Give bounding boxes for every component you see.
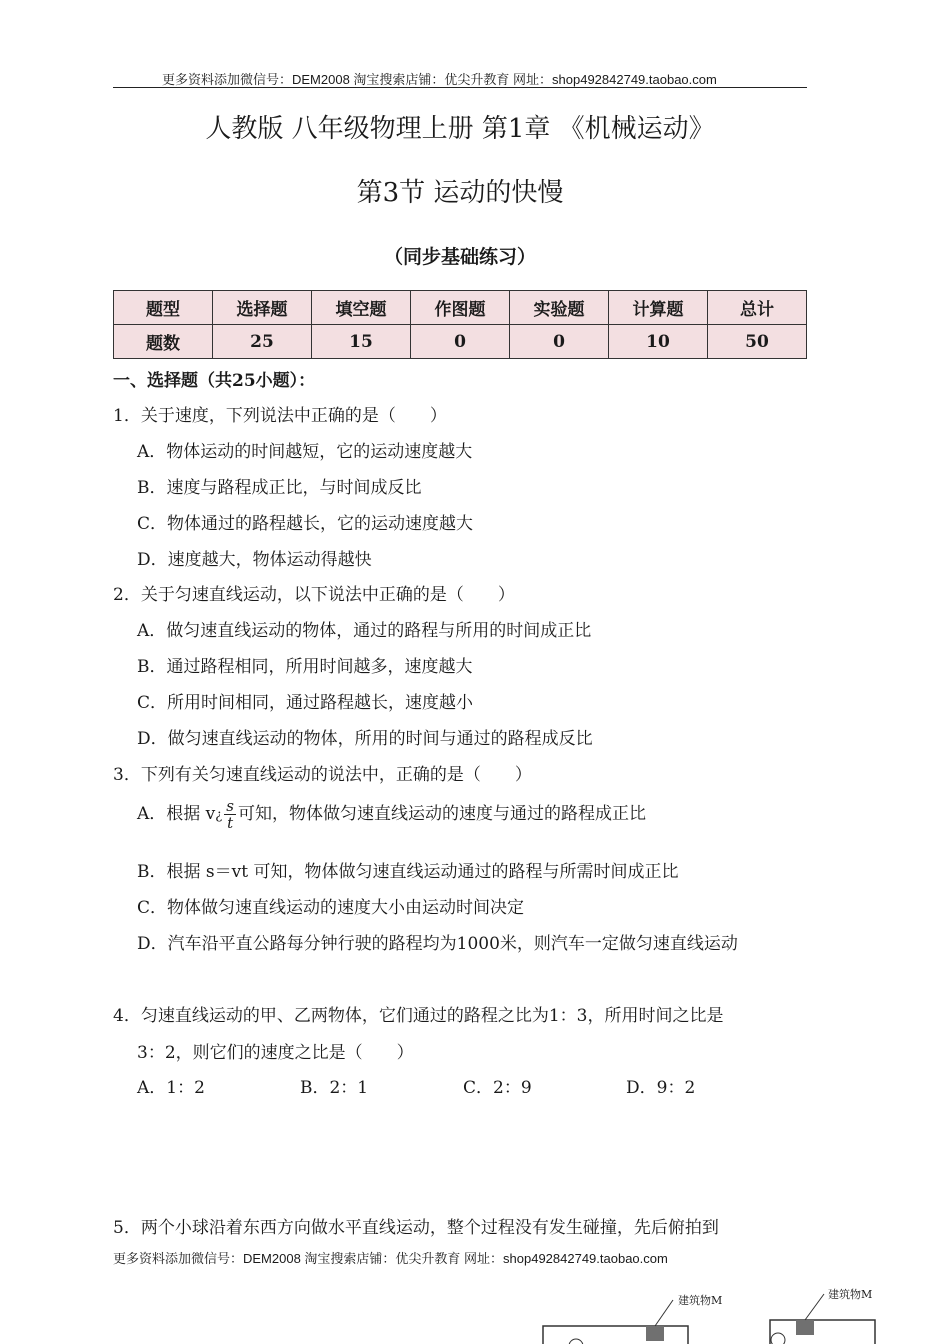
question-stem: 1．关于速度，下列说法中正确的是（ ） [113, 406, 447, 426]
stats-cell: 填空题 [312, 291, 411, 325]
section-heading: 一、选择题（共25小题）： [113, 371, 316, 391]
stats-cell: 总计 [708, 291, 807, 325]
building-block [646, 1326, 664, 1341]
question-option: D．速度越大，物体运动得越快 [137, 550, 372, 570]
question-stem: 5．两个小球沿着东西方向做水平直线运动，整个过程没有发生碰撞，先后俯拍到 [113, 1218, 719, 1238]
header-rule [113, 87, 807, 88]
stats-cell: 题数 [114, 325, 213, 359]
building-label: 建筑物M [828, 1288, 873, 1301]
question-option: B．根据 s＝vt 可知，物体做匀速直线运动通过的路程与所需时间成正比 [137, 862, 679, 882]
question-option: C．物体通过的路程越长，它的运动速度越大 [137, 514, 474, 534]
question-stem: 4．匀速直线运动的甲、乙两物体，它们通过的路程之比为1：3，所用时间之比是 [113, 1006, 724, 1026]
fraction-denominator: t [227, 814, 234, 832]
fraction-numerator: s [226, 797, 234, 815]
question-stem-continued: 3：2，则它们的速度之比是（ ） [137, 1043, 414, 1063]
question-option: B．2：1 [300, 1078, 369, 1098]
stats-cell: 25 [213, 325, 312, 359]
photo-frame [770, 1320, 875, 1344]
question-stats-table [113, 290, 807, 359]
stats-cell: 50 [708, 325, 807, 359]
stats-cell: 0 [411, 325, 510, 359]
question-option: B．通过路程相同，所用时间越多，速度越大 [137, 657, 473, 677]
stats-cell: 作图题 [411, 291, 510, 325]
page-footer: 更多资料添加微信号：DEM2008 淘宝搜索店铺：优尖升教育 网址：shop492842749.taobao.com [113, 1251, 668, 1266]
stats-cell: 选择题 [213, 291, 312, 325]
option-text: A．根据 v [137, 804, 216, 824]
stats-header-row [114, 291, 807, 325]
section-title: 第3节 运动的快慢 [356, 178, 564, 208]
question-option: A．物体运动的时间越短，它的运动速度越大 [137, 442, 473, 462]
building-block [796, 1320, 814, 1335]
stats-count-row [114, 325, 807, 359]
photo-frame [543, 1326, 688, 1344]
page-header: 更多资料添加微信号：DEM2008 淘宝搜索店铺：优尖升教育 网址：shop492842749.taobao.com [162, 72, 717, 87]
question-stem: 3．下列有关匀速直线运动的说法中，正确的是（ ） [113, 765, 532, 785]
question-option: D．9：2 [626, 1078, 696, 1098]
question-option: C．2：9 [463, 1078, 532, 1098]
document-title: 人教版 八年级物理上册 第1章 《机械运动》 [205, 114, 715, 144]
question-option: D．做匀速直线运动的物体，所用的时间与通过的路程成反比 [137, 729, 593, 749]
leader-line [655, 1300, 673, 1326]
formula-symbol: ¿ [215, 808, 223, 823]
question-option-formula [137, 798, 646, 831]
question-option: B．速度与路程成正比，与时间成反比 [137, 478, 422, 498]
diagram-left-frame [543, 1300, 688, 1344]
question-stem: 2．关于匀速直线运动，以下说法中正确的是（ ） [113, 585, 515, 605]
question-option: A．1：2 [137, 1078, 205, 1098]
stats-cell: 0 [510, 325, 609, 359]
leader-line [805, 1294, 824, 1320]
stats-cell: 计算题 [609, 291, 708, 325]
option-text: 可知，物体做匀速直线运动的速度与通过的路程成正比 [237, 804, 646, 824]
building-label: 建筑物M [678, 1294, 723, 1307]
question-option: A．做匀速直线运动的物体，通过的路程与所用的时间成正比 [137, 621, 592, 641]
fraction [224, 798, 236, 831]
subtitle: （同步基础练习） [383, 246, 536, 268]
question-option: D．汽车沿平直公路每分钟行驶的路程均为1000米，则汽车一定做匀速直线运动 [137, 934, 738, 954]
question-option: C．物体做匀速直线运动的速度大小由运动时间决定 [137, 898, 525, 918]
stats-cell: 实验题 [510, 291, 609, 325]
stats-cell: 10 [609, 325, 708, 359]
stats-cell: 15 [312, 325, 411, 359]
stats-cell: 题型 [114, 291, 213, 325]
question-option: C．所用时间相同，通过路程越长，速度越小 [137, 693, 474, 713]
